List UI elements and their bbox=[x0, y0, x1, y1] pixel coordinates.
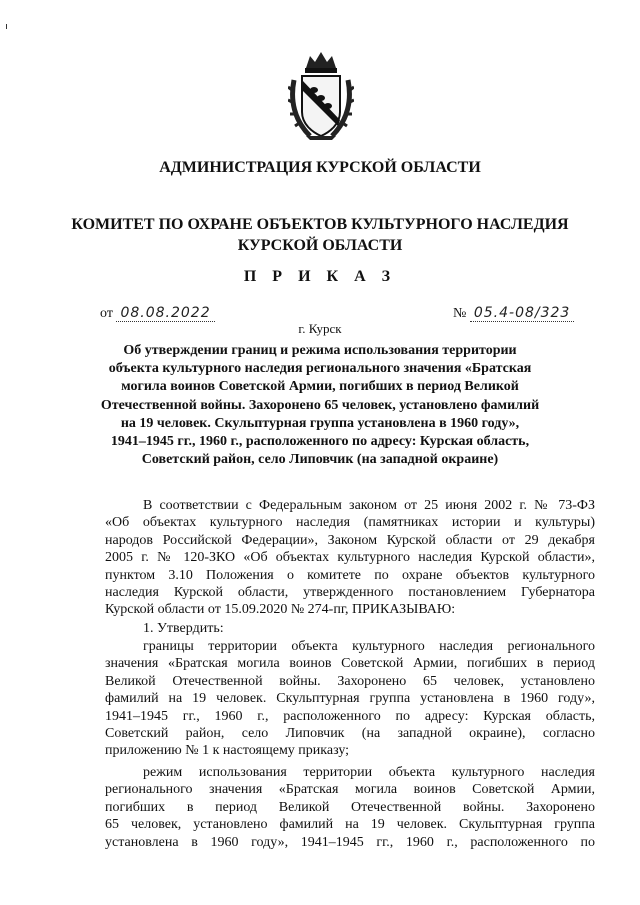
order-subject bbox=[100, 342, 540, 469]
body-line: «Об объектах культурного наследия (памятниках истории и культуры) bbox=[105, 515, 595, 531]
body-line: регионального значения «Братская могила воинов Советской Армии, bbox=[105, 782, 595, 798]
scan-edge-mark bbox=[6, 24, 7, 29]
number-prefix: № bbox=[453, 306, 467, 321]
date-value: 08.08.2022 bbox=[116, 305, 214, 322]
committee-title-line1: КОМИТЕТ ПО ОХРАНЕ ОБЪЕКТОВ КУЛЬТУРНОГО НАСЛЕДИЯ bbox=[71, 216, 569, 233]
body-line: Советский район, село Липовчик (на западной окраине), согласно bbox=[105, 726, 595, 742]
city-label: г. Курск bbox=[298, 321, 342, 336]
paragraph-usage-regime bbox=[105, 764, 595, 851]
body-line: Великой Отечественной войны. Захоронено 65 человек, установлено bbox=[105, 673, 595, 689]
committee-title bbox=[0, 214, 640, 256]
body-line: погибших в период Великой Отечественной войны. Захоронено bbox=[105, 799, 595, 815]
body-line: народов Российской Федерации», Законом Курской области от 29 декабря bbox=[105, 532, 595, 548]
number-value: 05.4-08/323 bbox=[470, 305, 574, 322]
body-line: В соответствии с Федеральным законом от 25 июня 2002 г. № 73-ФЗ bbox=[143, 498, 595, 513]
kursk-coat-of-arms-icon bbox=[288, 50, 354, 142]
administration-title: АДМИНИСТРАЦИЯ КУРСКОЙ ОБЛАСТИ bbox=[159, 159, 481, 176]
document-type-title: П Р И К А З bbox=[243, 268, 397, 285]
subject-line: объекта культурного наследия регионального значения «Братская bbox=[108, 361, 532, 377]
body-line: пунктом 3.10 Положения о комитете по охране объектов культурного bbox=[105, 567, 595, 583]
subject-line: 1941–1945 гг., 1960 г., расположенного по адресу: Курская область, bbox=[110, 434, 530, 450]
body-line: границы территории объекта культурного наследия регионального bbox=[143, 639, 595, 654]
body-line: установлена в 1960 году», 1941–1945 гг., 1960 г., расположенного по bbox=[105, 834, 595, 850]
subject-line: Советский район, село Липовчик (на западной окраине) bbox=[141, 452, 499, 468]
date-prefix: от bbox=[100, 306, 113, 321]
subject-line: могила воинов Советской Армии, погибших в период Великой bbox=[121, 379, 519, 395]
body-line: 1941–1945 гг., 1960 г., расположенного по адресу: Курская область, bbox=[105, 708, 595, 724]
paragraph-legal-basis bbox=[105, 497, 595, 619]
body-line: режим использования территории объекта культурного наследия bbox=[143, 765, 595, 780]
body-line: приложению № 1 к настоящему приказу; bbox=[105, 743, 350, 759]
subject-line: на 19 человек. Скульптурная группа установлена в 1960 году», bbox=[120, 415, 520, 431]
committee-title-line2: КУРСКОЙ ОБЛАСТИ bbox=[237, 237, 403, 254]
body-line: фамилий на 19 человек. Скульптурная группа установлена в 1960 году», bbox=[105, 691, 595, 707]
subject-line: Об утверждении границ и режима использования территории bbox=[123, 343, 517, 358]
order-date bbox=[100, 305, 215, 322]
body-line: значения «Братская могила воинов Советской Армии, погибших в период bbox=[105, 656, 595, 672]
body-line: 1. Утвердить: bbox=[143, 621, 224, 636]
body-line: Курской области от 15.09.2020 № 274-пг, ПРИКАЗЫВАЮ: bbox=[105, 602, 456, 618]
order-number bbox=[453, 305, 574, 322]
paragraph-item-1 bbox=[105, 620, 595, 637]
subject-line: Отечественной войны. Захоронено 65 человек, установлено фамилий bbox=[100, 397, 540, 413]
body-line: наследия Курской области, утвержденного постановлением Губернатора bbox=[105, 585, 595, 601]
body-line: 65 человек, установлено фамилий на 19 человек. Скульптурная группа bbox=[105, 817, 595, 833]
body-line: 2005 г. № 120-ЗКО «Об объектах культурного наследия Курской области», bbox=[105, 550, 595, 566]
paragraph-territory-boundaries bbox=[105, 638, 595, 760]
